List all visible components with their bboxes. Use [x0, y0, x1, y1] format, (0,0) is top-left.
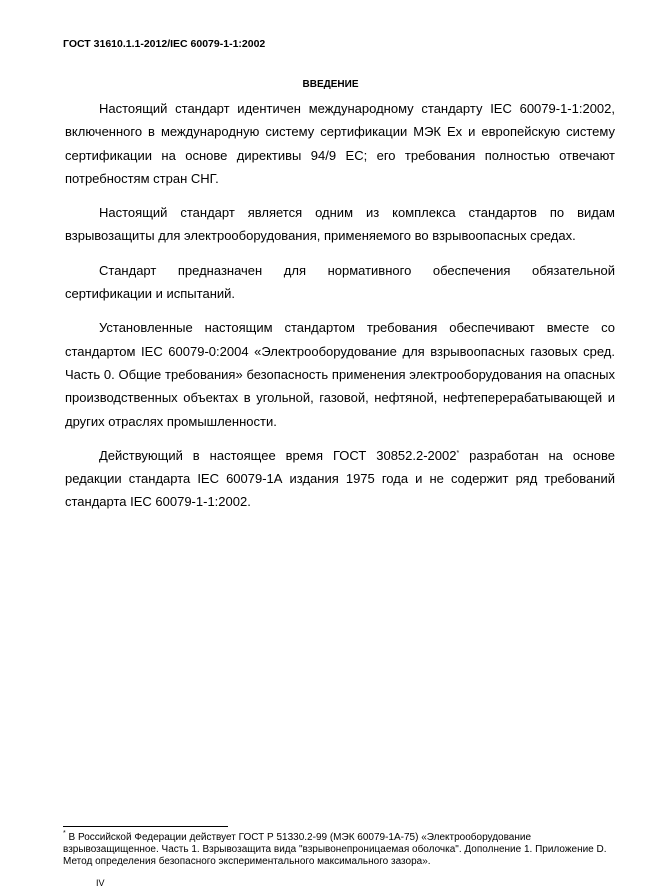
section-title: ВВЕДЕНИЕ — [302, 79, 359, 90]
body-text — [65, 97, 615, 525]
footnote-separator — [63, 826, 228, 827]
paragraph-3: Стандарт предназначен для нормативного обеспечения обязательной сертификации и испытаний. — [65, 262, 615, 302]
document-code-header: ГОСТ 31610.1.1-2012/IEC 60079-1-1:2002 — [63, 38, 266, 50]
paragraph-5-text-end: разработан на основе редакции стандарта IEC 60079-1А издания 1975 года и не содержит ряд требований стандарта IEC 60079-1-1:2002. — [65, 447, 615, 510]
footnote-reference-mark: * — [456, 449, 460, 457]
paragraph-1: Настоящий стандарт идентичен международному стандарту IEC 60079-1-1:2002, включенного в международную систему сертификации МЭК Ex и европейскую систему сертификации на основе директивы 94/9 ЕС; его требования полностью отвечают потребностям стран СНГ. — [65, 101, 615, 186]
paragraph-5 — [65, 444, 615, 514]
paragraph-4: Установленные настоящим стандартом требования обеспечивают вместе со стандартом IEC 60079-0:2004 «Электрооборудование для взрывоопасных газовых сред. Часть 0. Общие требования» безопасность применения электрооборудования на опасных производственных объектах в угольной, газовой, нефтяной, нефтеперерабатывающей и других отраслях промышленности. — [65, 320, 615, 429]
paragraph-2: Настоящий стандарт является одним из комплекса стандартов по видам взрывозащиты для электрооборудования, применяемого во взрывоопасных средах. — [65, 205, 615, 244]
footnote-text: В Российской Федерации действует ГОСТ Р 51330.2-99 (МЭК 60079-1А-75) «Электрооборудование взрывозащищенное. Часть 1. Взрывозащита вида "взрывонепроницаемая оболочка". Дополнение 1. Приложение D. Метод определения безопасного экспериментального максимального зазора». — [63, 832, 607, 867]
footnote — [63, 832, 615, 868]
page-number: IV — [96, 878, 105, 888]
paragraph-5-text-start: Действующий в настоящее время ГОСТ 30852.2-2002 — [99, 447, 457, 463]
footnote-mark: * — [63, 830, 66, 837]
